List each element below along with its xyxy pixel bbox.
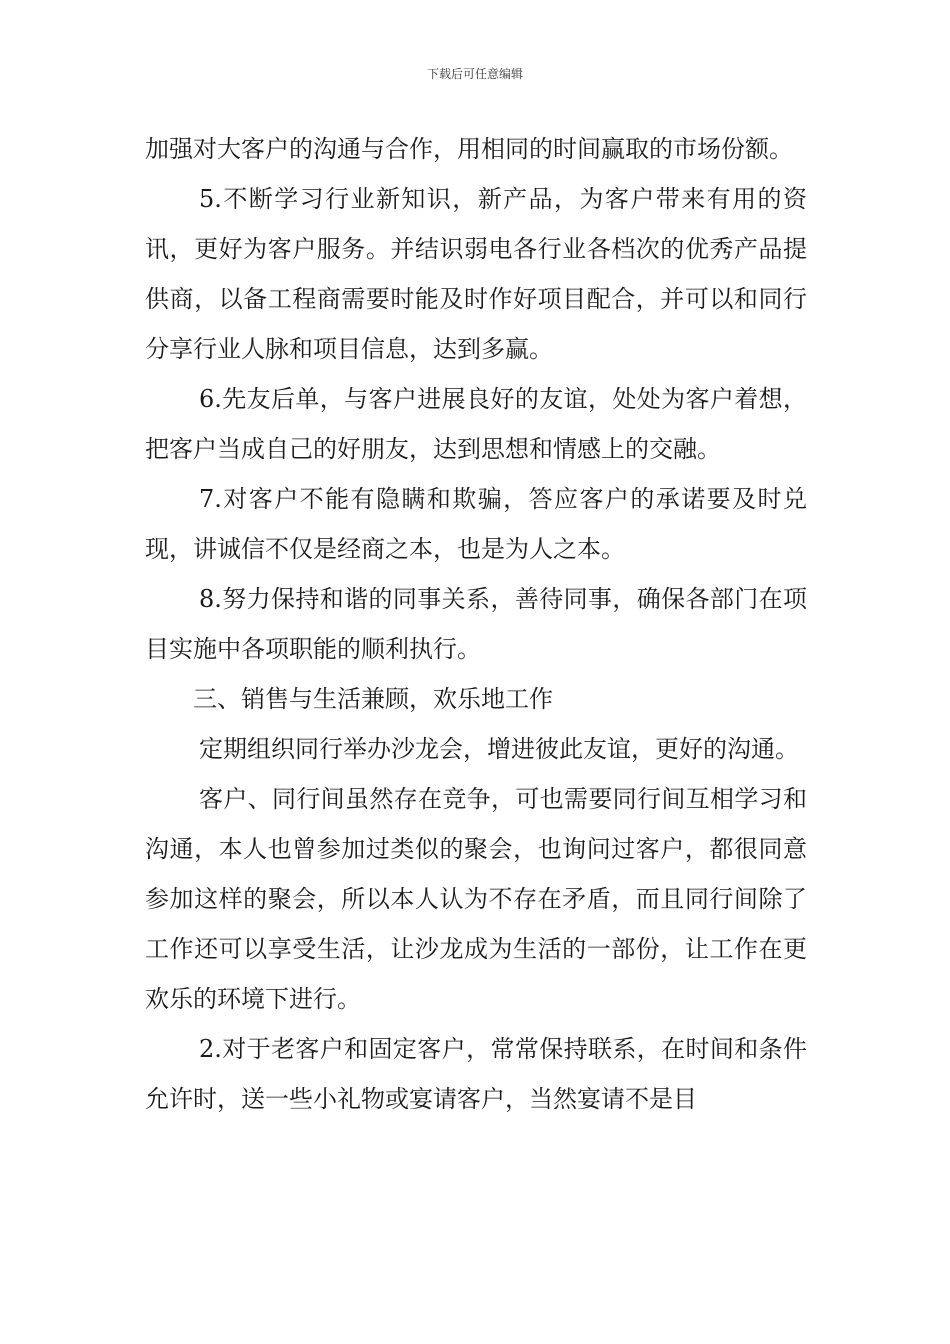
paragraph-8: 2.对于老客户和固定客户，常常保持联系，在时间和条件允许时，送一些小礼物或宴请客户，当然宴请不是目 <box>145 1035 807 1113</box>
paragraph-6: 定期组织同行举办沙龙会，增进彼此友谊，更好的沟通。 <box>199 735 799 763</box>
paragraph-7: 客户、同行间虽然存在竞争，可也需要同行间互相学习和沟通，本人也曾参加过类似的聚会，也询问过客户，都很同意参加这样的聚会，所以本人认为不存在矛盾，而且同行间除了工作还可以享受生活，让沙龙成为生活的一部份，让工作在更欢乐的环境下进行。 <box>145 785 807 1013</box>
document-body <box>145 124 807 1124</box>
paragraph-4: 7.对客户不能有隐瞒和欺骗，答应客户的承诺要及时兑现，讲诚信不仅是经商之本，也是为人之本。 <box>145 485 807 563</box>
paragraph-3: 6.先友后单，与客户进展良好的友谊，处处为客户着想，把客户当成自己的好朋友，达到思想和情感上的交融。 <box>145 385 807 463</box>
section-heading: 三、销售与生活兼顾，欢乐地工作 <box>193 685 553 713</box>
paragraph-1: 加强对大客户的沟通与合作，用相同的时间赢取的市场份额。 <box>145 135 793 163</box>
page-header: 下载后可任意编辑 <box>426 67 523 81</box>
paragraph-5: 8.努力保持和谐的同事关系，善待同事，确保各部门在项目实施中各项职能的顺利执行。 <box>145 585 807 663</box>
paragraph-2: 5.不断学习行业新知识，新产品，为客户带来有用的资讯，更好为客户服务。并结识弱电各行业各档次的优秀产品提供商，以备工程商需要时能及时作好项目配合，并可以和同行分享行业人脉和项目信息，达到多赢。 <box>145 185 807 363</box>
